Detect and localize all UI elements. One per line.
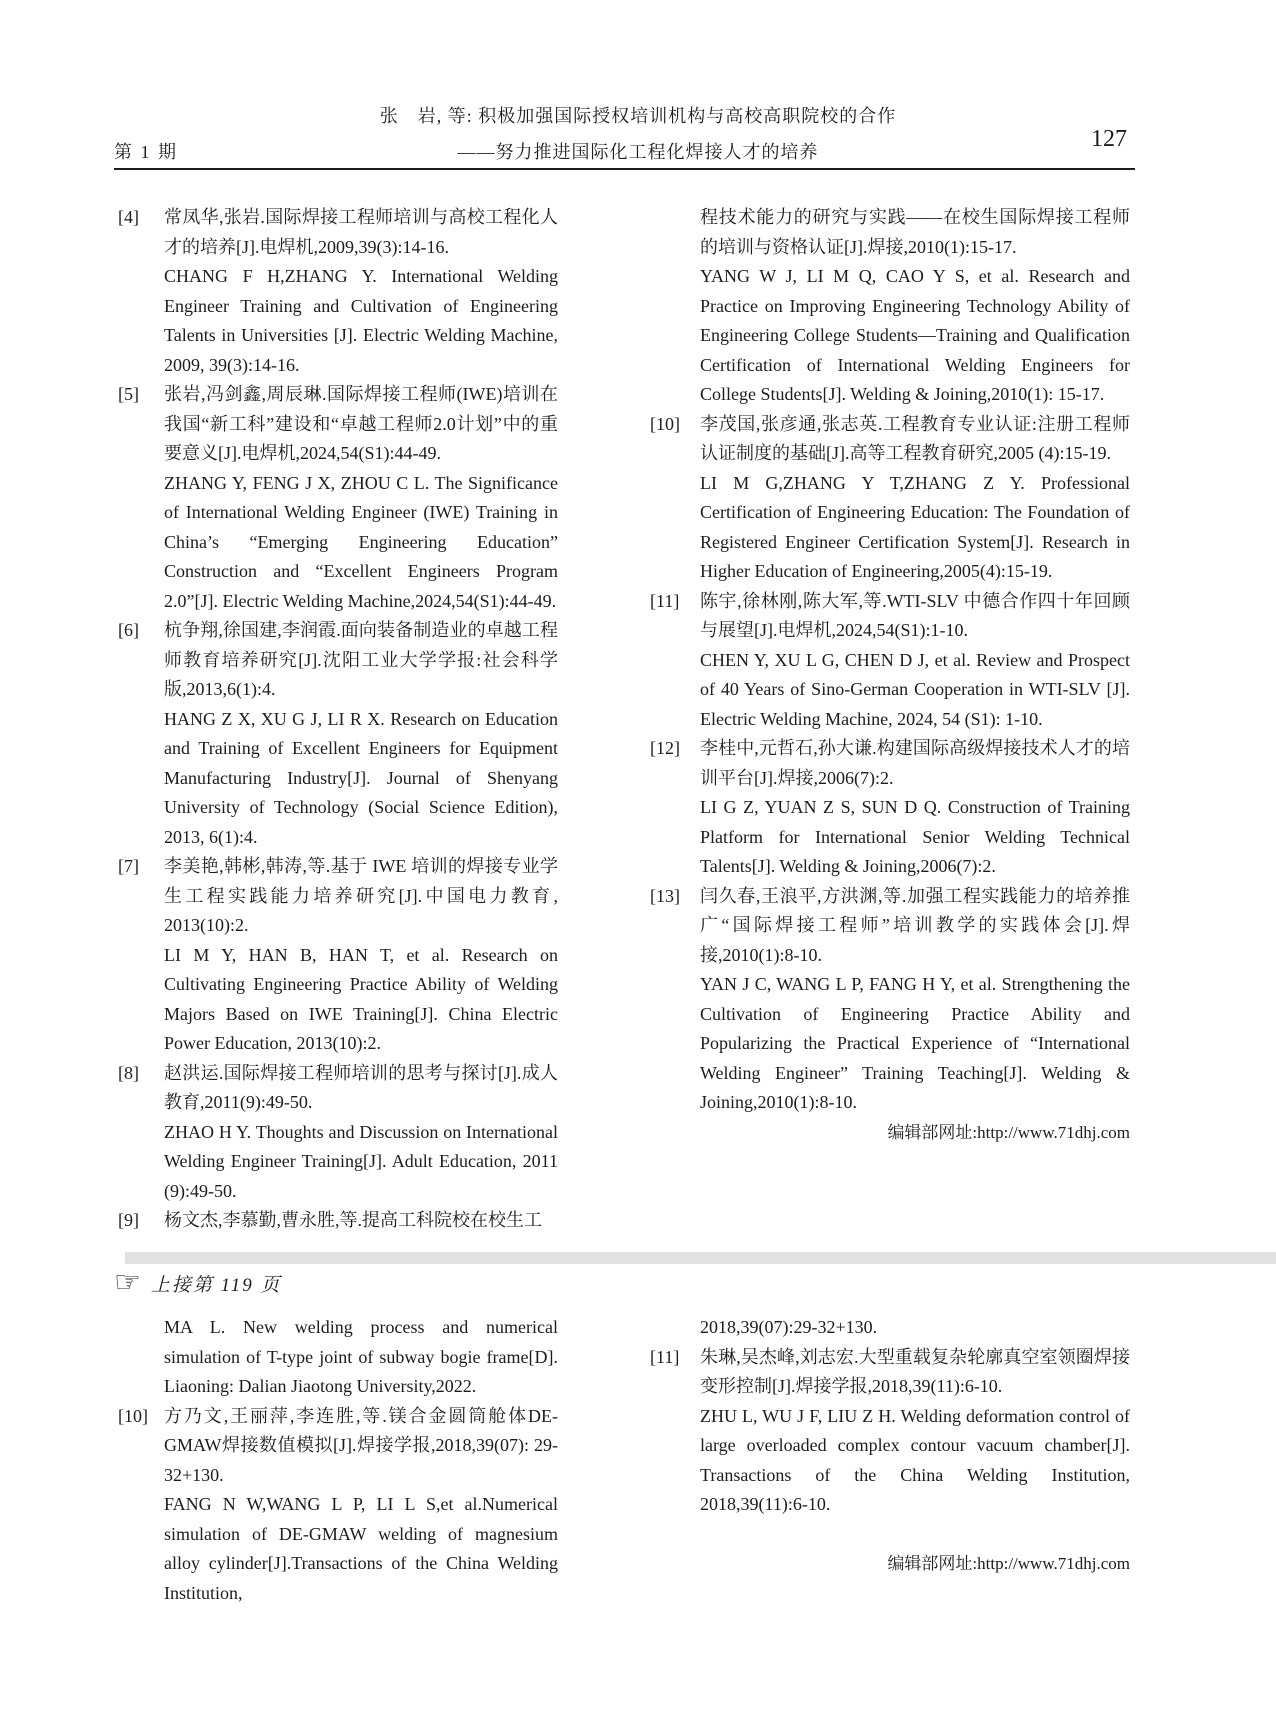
reference-text-en: CHEN Y, XU L G, CHEN D J, et al. Review and Prospect of 40 Years of Sino-German Cooperation in WTI-SLV [J]. Electric Welding Machine, 2024, 54 (S1): 1-10.: [700, 649, 1130, 729]
reference-text-en: CHANG F H,ZHANG Y. International Welding Engineer Training and Cultivation of Engineering Talents in Universities [J]. Electric Welding Machine, 2009, 39(3):14-16.: [164, 266, 558, 375]
reference-text-zh: 杨文杰,李慕勤,曹永胜,等.提高工科院校在校生工: [164, 1210, 542, 1230]
reference-entry-continuation: [650, 1313, 1130, 1343]
continued-left-column: [118, 1313, 558, 1603]
reference-number: [4]: [118, 207, 139, 227]
reference-entry: [118, 203, 558, 380]
reference-text-zh: 李茂国,张彦通,张志英.工程教育专业认证:注册工程师认证制度的基础[J].高等工程教育研究,2005 (4):15-19.: [700, 413, 1130, 463]
reference-text-en: HANG Z X, XU G J, LI R X. Research on Education and Training of Excellent Engineers for Equipment Manufacturing Industry[J]. Journal of Shenyang University of Technology (Social Science Edition), 2013, 6(1):4.: [164, 708, 558, 847]
page-number: 127: [1091, 126, 1127, 152]
reference-text-zh: 程技术能力的研究与实践——在校生国际焊接工程师的培训与资格认证[J].焊接,2010(1):15-17.: [700, 207, 1130, 257]
reference-text-en: LI G Z, YUAN Z S, SUN D Q. Construction of Training Platform for International Senior Welding Technical Talents[J]. Welding & Joining,2006(7):2.: [700, 797, 1130, 876]
running-title-line2: ——努力推进国际化工程化焊接人才的培养: [457, 142, 819, 162]
reference-text-en: ZHU L, WU J F, LIU Z H. Welding deformation control of large overloaded complex contour vacuum chamber[J]. Transactions of the China Welding Institution, 2018,39(11):6-10.: [700, 1405, 1130, 1514]
reference-entry: [118, 1059, 558, 1207]
reference-text-zh: 陈宇,徐林刚,陈大军,等.WTI-SLV 中德合作四十年回顾与展望[J].电焊机,2024,54(S1):1-10.: [700, 590, 1130, 640]
reference-entry: [118, 380, 558, 616]
reference-text-en: ZHANG Y, FENG J X, ZHOU C L. The Significance of International Welding Engineer (IWE) Training in China’s “Emerging Engineering Education” Construction and “Excellent Engineers Program 2.0”[J]. Electric Welding Machine,2024,54(S1):44-49.: [164, 472, 558, 611]
reference-number: [8]: [118, 1062, 139, 1083]
reference-text-zh: 常凤华,张岩.国际焊接工程师培训与高校工程化人才的培养[J].电焊机,2009,39(3):14-16.: [164, 207, 558, 257]
continued-from-label: [114, 1265, 282, 1300]
references-right-column: [650, 203, 1130, 1248]
continued-from-text: 上接第 119 页: [150, 1274, 282, 1296]
pointing-hand-icon: ☞: [114, 1265, 141, 1300]
editorial-url: 编辑部网址:http://www.71dhj.com: [887, 1122, 1130, 1142]
reference-entry: [650, 587, 1130, 735]
reference-text-zh: 朱琳,吴杰峰,刘志宏.大型重载复杂轮廓真空室领圈焊接变形控制[J].焊接学报,2018,39(11):6-10.: [700, 1346, 1130, 1396]
reference-entry: [118, 616, 558, 852]
issue-label: 第 1 期: [114, 142, 178, 162]
reference-number: [10]: [118, 1405, 148, 1426]
reference-text-en: YANG W J, LI M Q, CAO Y S, et al. Research and Practice on Improving Engineering Technology Ability of Engineering College Students—Training and Qualification Certification of International Welding Engineers for College Students[J]. Welding & Joining,2010(1): 15-17.: [700, 266, 1130, 404]
reference-number: [10]: [650, 413, 680, 434]
reference-number: [7]: [118, 856, 139, 876]
reference-number: [9]: [118, 1210, 139, 1230]
reference-text-zh: 赵洪运.国际焊接工程师培训的思考与探讨[J].成人教育,2011(9):49-50.: [164, 1062, 558, 1112]
reference-text-zh: 方乃文,王丽萍,李连胜,等.镁合金圆筒舱体DE-GMAW焊接数值模拟[J].焊接学报,2018,39(07): 29-32+130.: [164, 1405, 558, 1485]
reference-entry: [650, 882, 1130, 1118]
reference-text-zh: 杭争翔,徐国建,李润霞.面向装备制造业的卓越工程师教育培养研究[J].沈阳工业大学学报:社会科学版,2013,6(1):4.: [164, 620, 558, 699]
reference-entry: [650, 1343, 1130, 1520]
reference-text-zh: 李美艳,韩彬,韩涛,等.基于 IWE 培训的焊接专业学生工程实践能力培养研究[J].中国电力教育, 2013(10):2.: [164, 856, 558, 935]
section-separator: [125, 1252, 1276, 1264]
reference-text-zh: 张岩,冯剑鑫,周辰琳.国际焊接工程师(IWE)培训在我国“新工科”建设和“卓越工程师2.0计划”中的重要意义[J].电焊机,2024,54(S1):44-49.: [164, 384, 558, 463]
reference-text-en: 2018,39(07):29-32+130.: [700, 1317, 878, 1337]
reference-text-zh: 闫久春,王浪平,方洪渊,等.加强工程实践能力的培养推广“国际焊接工程师”培训教学的实践体会[J].焊接,2010(1):8-10.: [700, 885, 1130, 965]
reference-entry-continuation: [118, 1313, 558, 1402]
reference-number: [6]: [118, 620, 139, 640]
continued-right-column: [650, 1313, 1130, 1603]
reference-number: [11]: [650, 1346, 680, 1367]
reference-text-en: YAN J C, WANG L P, FANG H Y, et al. Strengthening the Cultivation of Engineering Practice Ability and Popularizing the Practical Experience of “International Welding Engineer” Training Teaching[J]. Welding & Joining,2010(1):8-10.: [700, 974, 1130, 1112]
reference-number: [5]: [118, 384, 139, 404]
reference-number: [11]: [650, 590, 680, 611]
reference-number: [12]: [650, 738, 680, 758]
references-left-column: [118, 203, 558, 1248]
reference-number: [13]: [650, 885, 680, 906]
reference-entry: [650, 410, 1130, 587]
reference-text-zh: 李桂中,元哲石,孙大谦.构建国际高级焊接技术人才的培训平台[J].焊接,2006(7):2.: [700, 738, 1130, 788]
reference-text-en: LI M G,ZHANG Y T,ZHANG Z Y. Professional Certification of Engineering Education: The Foundation of Registered Engineer Certification System[J]. Research in Higher Education of Engineering,2005(4):15-19.: [700, 472, 1130, 581]
reference-entry: [118, 1402, 558, 1609]
reference-entry: [650, 734, 1130, 882]
reference-entry-continuation: [650, 203, 1130, 410]
editorial-url: 编辑部网址:http://www.71dhj.com: [887, 1553, 1130, 1573]
reference-text-en: LI M Y, HAN B, HAN T, et al. Research on Cultivating Engineering Practice Ability of Welding Majors Based on IWE Training[J]. China Electric Power Education, 2013(10):2.: [164, 944, 558, 1053]
running-title-line1: 张 岩, 等: 积极加强国际授权培训机构与高校高职院校的合作: [379, 106, 897, 126]
reference-entry: [118, 852, 558, 1059]
reference-text-en: FANG N W,WANG L P, LI L S,et al.Numerical simulation of DE-GMAW welding of magnesium alloy cylinder[J].Transactions of the China Welding Institution,: [164, 1494, 558, 1603]
header-rule: [114, 168, 1135, 170]
reference-text-en: MA L. New welding process and numerical simulation of T-type joint of subway bogie frame[D]. Liaoning: Dalian Jiaotong University,2022.: [164, 1317, 558, 1396]
reference-entry: [118, 1206, 558, 1236]
reference-text-en: ZHAO H Y. Thoughts and Discussion on International Welding Engineer Training[J]. Adult Education, 2011 (9):49-50.: [164, 1121, 558, 1201]
